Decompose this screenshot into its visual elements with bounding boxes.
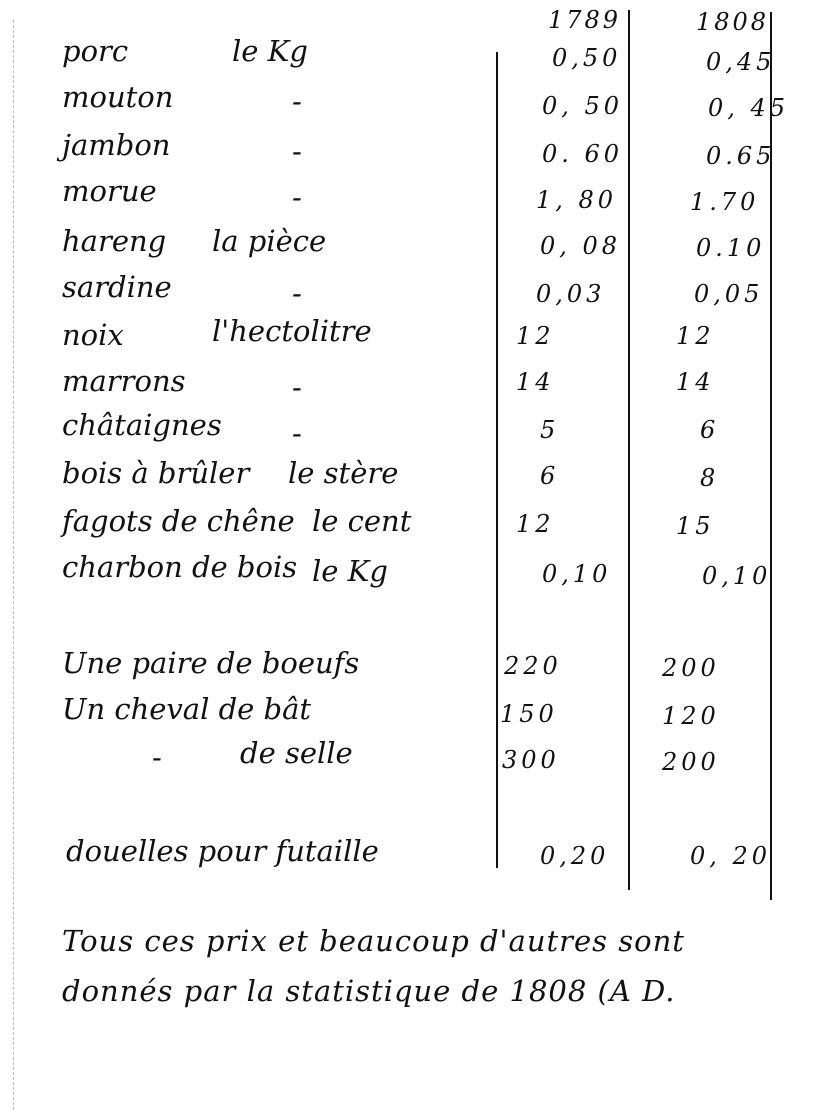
row-value-1789: 0,50 xyxy=(552,44,622,72)
row-value-1789: 220 xyxy=(504,652,562,680)
row-value-1789: 14 xyxy=(516,368,555,396)
row-item-name: hareng xyxy=(62,224,167,258)
column-divider-left xyxy=(496,52,498,868)
row-value-1789: 0, 50 xyxy=(542,92,624,120)
row-unit: le Kg xyxy=(232,34,308,68)
row-value-1808: 120 xyxy=(662,702,720,730)
year-header-1789: 1789 xyxy=(548,6,622,34)
column-divider-middle xyxy=(628,10,630,890)
row-item-name: jambon xyxy=(62,128,171,162)
footnote-line-2: donnés par la statistique de 1808 (A D. xyxy=(62,974,676,1008)
row-unit: le stère xyxy=(288,456,399,490)
row-value-1789: 0. 60 xyxy=(542,140,624,168)
row-unit: - xyxy=(292,180,302,214)
row-value-1789: 0,10 xyxy=(542,560,612,588)
row-unit: de selle xyxy=(240,736,353,770)
row-value-1789: 300 xyxy=(502,746,560,774)
row-value-1808: 12 xyxy=(676,322,715,350)
row-value-1808: 0, 20 xyxy=(690,842,772,870)
row-value-1808: 0,10 xyxy=(702,562,772,590)
row-value-1789: 6 xyxy=(540,462,560,490)
row-value-1808: 6 xyxy=(700,416,720,444)
row-value-1789: 0,03 xyxy=(536,280,606,308)
row-value-1808: 14 xyxy=(676,368,715,396)
year-header-1808: 1808 xyxy=(696,8,770,36)
row-value-1808: 200 xyxy=(662,654,720,682)
row-unit: - xyxy=(292,370,302,404)
row-item-name: porc xyxy=(62,34,129,68)
row-value-1789: 150 xyxy=(500,700,558,728)
row-value-1808: 0,45 xyxy=(706,48,776,76)
row-item-name: douelles pour futaille xyxy=(66,834,379,868)
left-margin-dotted-line xyxy=(13,20,14,1110)
row-value-1789: 12 xyxy=(516,510,555,538)
row-item-name: charbon de bois xyxy=(62,550,298,584)
row-item-name: bois à brûler xyxy=(62,456,250,490)
row-item-name: Une paire de boeufs xyxy=(62,646,360,680)
row-unit: le cent xyxy=(312,504,412,538)
row-value-1789: 12 xyxy=(516,322,555,350)
row-unit: - xyxy=(292,276,302,310)
row-item-name: Un cheval de bât xyxy=(62,692,312,726)
footnote-line-1: Tous ces prix et beaucoup d'autres sont xyxy=(62,924,685,958)
row-value-1808: 8 xyxy=(700,464,720,492)
row-item-name: noix xyxy=(62,318,124,352)
row-unit: l'hectolitre xyxy=(212,314,372,348)
row-unit: - xyxy=(292,84,302,118)
row-item-name: fagots de chêne xyxy=(62,504,295,538)
row-value-1808: 1.70 xyxy=(690,188,760,216)
row-unit: - xyxy=(292,134,302,168)
row-item-name: marrons xyxy=(62,364,186,398)
row-unit: la pièce xyxy=(212,224,327,258)
row-value-1789: 5 xyxy=(540,416,560,444)
row-value-1808: 0.10 xyxy=(696,234,766,262)
row-value-1808: 0, 45 xyxy=(708,94,790,122)
row-value-1789: 0,20 xyxy=(540,842,610,870)
row-value-1789: 0, 08 xyxy=(540,232,622,260)
row-value-1808: 0,05 xyxy=(694,280,764,308)
row-item-name: châtaignes xyxy=(62,408,222,442)
row-unit: - xyxy=(292,416,302,450)
row-item-name: mouton xyxy=(62,80,174,114)
row-item-name: morue xyxy=(62,174,157,208)
row-value-1808: 0.65 xyxy=(706,142,776,170)
row-value-1808: 200 xyxy=(662,748,720,776)
row-unit: le Kg xyxy=(312,554,388,588)
row-item-name: - xyxy=(152,740,162,774)
row-item-name: sardine xyxy=(62,270,172,304)
row-value-1808: 15 xyxy=(676,512,715,540)
row-value-1789: 1, 80 xyxy=(536,186,618,214)
